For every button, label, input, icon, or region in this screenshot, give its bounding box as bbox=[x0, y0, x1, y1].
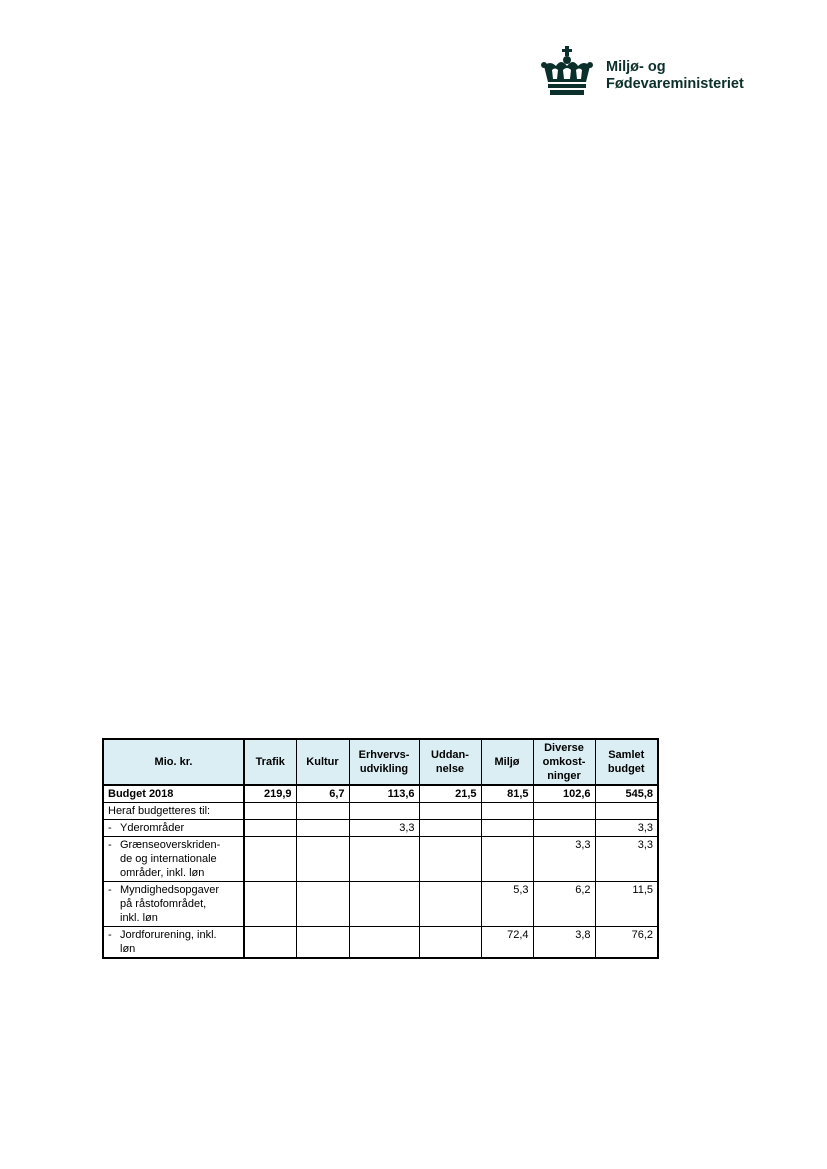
row-label: - Yderområder bbox=[103, 820, 244, 837]
column-header: Miljø bbox=[481, 739, 533, 785]
column-header: Erhvervs- udvikling bbox=[349, 739, 419, 785]
table-cell bbox=[244, 837, 296, 882]
table-row bbox=[103, 820, 658, 837]
table-cell: 5,3 bbox=[481, 882, 533, 927]
table-cell bbox=[296, 837, 349, 882]
total-row bbox=[103, 785, 658, 803]
table-cell bbox=[349, 837, 419, 882]
column-header: Mio. kr. bbox=[103, 739, 244, 785]
section-row bbox=[103, 803, 658, 820]
row-label: - Myndighedsopgaver på råstofområdet, inkl. løn bbox=[103, 882, 244, 927]
table-cell bbox=[349, 927, 419, 959]
table-cell bbox=[244, 927, 296, 959]
table-cell: 3,8 bbox=[533, 927, 595, 959]
section-label: Heraf budgetteres til: bbox=[103, 803, 244, 820]
table-cell: 113,6 bbox=[349, 785, 419, 803]
table-cell bbox=[296, 927, 349, 959]
table-cell: 102,6 bbox=[533, 785, 595, 803]
table-cell bbox=[349, 882, 419, 927]
table-cell bbox=[419, 837, 481, 882]
logo-line-1: Miljø- og bbox=[606, 59, 666, 75]
budget-table bbox=[102, 738, 659, 959]
column-header: Samlet budget bbox=[595, 739, 658, 785]
table-cell: 3,3 bbox=[595, 820, 658, 837]
table-cell bbox=[533, 820, 595, 837]
column-header: Trafik bbox=[244, 739, 296, 785]
table-row bbox=[103, 882, 658, 927]
table-cell bbox=[296, 882, 349, 927]
table-cell bbox=[419, 927, 481, 959]
table-cell: 81,5 bbox=[481, 785, 533, 803]
total-row-label: Budget 2018 bbox=[103, 785, 244, 803]
row-label: - Grænseoverskriden- de og internationale områder, inkl. løn bbox=[103, 837, 244, 882]
table-cell: 21,5 bbox=[419, 785, 481, 803]
crown-icon bbox=[540, 46, 594, 96]
table-cell: 76,2 bbox=[595, 927, 658, 959]
table-cell: 72,4 bbox=[481, 927, 533, 959]
column-header: Diverse omkost- ninger bbox=[533, 739, 595, 785]
table-cell bbox=[244, 882, 296, 927]
row-label: - Jordforurening, inkl. løn bbox=[103, 927, 244, 959]
table-cell: 545,8 bbox=[595, 785, 658, 803]
table-cell bbox=[419, 882, 481, 927]
logo-text bbox=[606, 59, 744, 93]
logo-line-2: Fødevareministeriet bbox=[606, 76, 744, 92]
table-row bbox=[103, 837, 658, 882]
table-cell: 3,3 bbox=[349, 820, 419, 837]
table-cell: 6,2 bbox=[533, 882, 595, 927]
table-cell bbox=[481, 837, 533, 882]
table-cell bbox=[296, 820, 349, 837]
table-cell bbox=[419, 820, 481, 837]
table-cell bbox=[481, 820, 533, 837]
ministry-logo bbox=[540, 46, 770, 98]
table-cell: 219,9 bbox=[244, 785, 296, 803]
table-cell: 3,3 bbox=[533, 837, 595, 882]
table-cell: 6,7 bbox=[296, 785, 349, 803]
table-row bbox=[103, 927, 658, 959]
table-cell: 11,5 bbox=[595, 882, 658, 927]
column-header: Kultur bbox=[296, 739, 349, 785]
table-header-row bbox=[103, 739, 658, 785]
column-header: Uddan- nelse bbox=[419, 739, 481, 785]
table-cell: 3,3 bbox=[595, 837, 658, 882]
table-cell bbox=[244, 820, 296, 837]
